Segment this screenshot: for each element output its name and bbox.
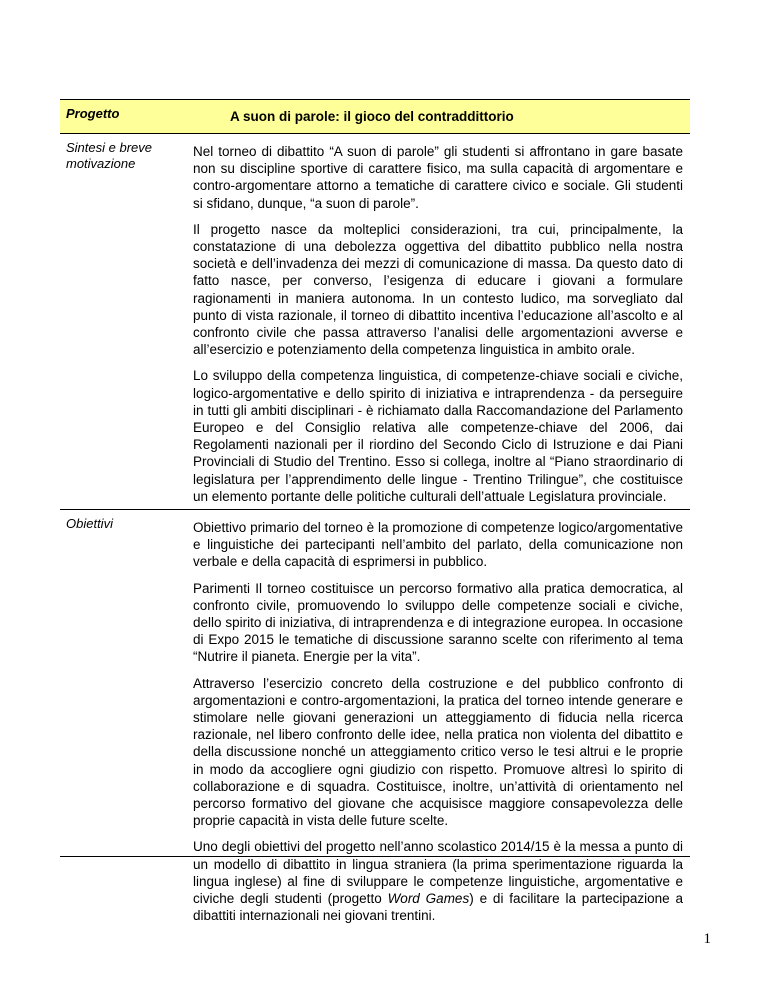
paragraph-text: ) e di facilitare la partecipazione a dibattiti internazionali nei giovani trentini.: [193, 891, 683, 924]
table-header-row: [60, 100, 690, 133]
project-title: A suon di parole: il gioco del contraddittorio: [230, 109, 514, 124]
paragraph-text: Uno degli obiettivi del progetto nell’anno scolastico 2014/15 è la messa a punto di un modello di dibattito in lingua straniera (la prima sperimentazione riguarda la lingua inglese) al fine di sviluppare le competenze linguistiche, argomentative e civiche degli studenti (progetto: [193, 839, 683, 907]
paragraph: [193, 838, 683, 924]
paragraph: Nel torneo di dibattito “A suon di parole” gli studenti si affrontano in gare basate non su discipline sportive di carattere fisico, ma sulla capacità di argomentare e contro-argomentare attorno a tematiche di carattere civico e sociale. Gli studenti si sfidano, dunque, “a suon di parole”.: [193, 144, 683, 211]
section-content-obiettivi: [193, 519, 683, 933]
table-bottom-rule: [60, 856, 690, 857]
section-content-sintesi: [193, 143, 683, 514]
paragraph: Attraverso l’esercizio concreto della costruzione e del pubblico confronto di argomentazioni e contro-argomentazioni, la pratica del torneo intende generare e stimolare nelle giovani generazioni un atteggiamento di fiducia nella ricerca razionale, nel libero confronto delle idee, nella pratica non violenta del dibattito e della discussione nonché un atteggiamento critico verso le tesi altrui e le proprie in modo da accogliere ogni giudizio con rispetto. Promuove altresì lo spirito di collaborazione e di squadra. Costituisce, inoltre, un’attività di orientamento nel percorso formativo del giovane che acquisisce maggiore consapevolezza delle proprie capacità in vista delle future scelte.: [193, 675, 683, 829]
section-label-obiettivi: Obiettivi: [66, 516, 113, 531]
paragraph: Parimenti Il torneo costituisce un percorso formativo alla pratica democratica, al confronto civile, promuovendo lo sviluppo delle competenze sociali e civiche, dello spirito di iniziativa, di intraprendenza e di integrazione europea. In occasione di Expo 2015 le tematiche di discussione saranno scelte con riferimento al tema “Nutrire il pianeta. Energie per la vita”.: [193, 580, 683, 665]
header-label: Progetto: [66, 106, 120, 121]
section-label-sintesi: Sintesi e breve motivazione: [66, 140, 152, 171]
section-divider: [60, 509, 690, 510]
paragraph: Obiettivo primario del torneo è la promozione di competenze logico/argomentative e linguistiche dei partecipanti nell’ambito del parlato, della comunicazione non verbale e della capacità di esprimersi in pubblico.: [193, 520, 683, 570]
header-rule: [60, 133, 690, 134]
paragraph: Il progetto nasce da molteplici considerazioni, tra cui, principalmente, la constatazione di una debolezza oggettiva del dibattito pubblico nella nostra società e dell’invadenza dei mezzi di comunicazione di massa. Da questo dato di fatto nasce, per converso, l’esigenza di educare i giovani a formulare ragionamenti in maniera autonoma. In un contesto ludico, ma sorvegliato dal punto di vista razionale, il torneo di dibattito incentiva l’educazione all’ascolto e al confronto civile che passa attraverso l’analisi delle argomentazioni avverse e all’esercizio e potenziamento della competenza linguistica in ambito orale.: [193, 221, 683, 358]
project-name-emphasis: Word Games: [387, 891, 470, 907]
paragraph: Lo sviluppo della competenza linguistica, di competenze-chiave sociali e civiche, logico-argomentative e dello spirito di iniziativa e intraprendenza - da perseguire in tutti gli ambiti disciplinari - è richiamato dalla Raccomandazione del Parlamento Europeo e del Consiglio relativa alle competenze-chiave del 2006, dai Regolamenti nazionali per il riordino del Secondo Ciclo di Istruzione e dai Piani Provinciali di Studio del Trentino. Esso si collega, inoltre al “Piano straordinario di legislatura per l’apprendimento delle lingue - Trentino Trilingue”, che costituisce un elemento portante delle politiche culturali dell’attuale Legislatura provinciale.: [193, 368, 683, 504]
page-number: 1: [703, 931, 711, 947]
